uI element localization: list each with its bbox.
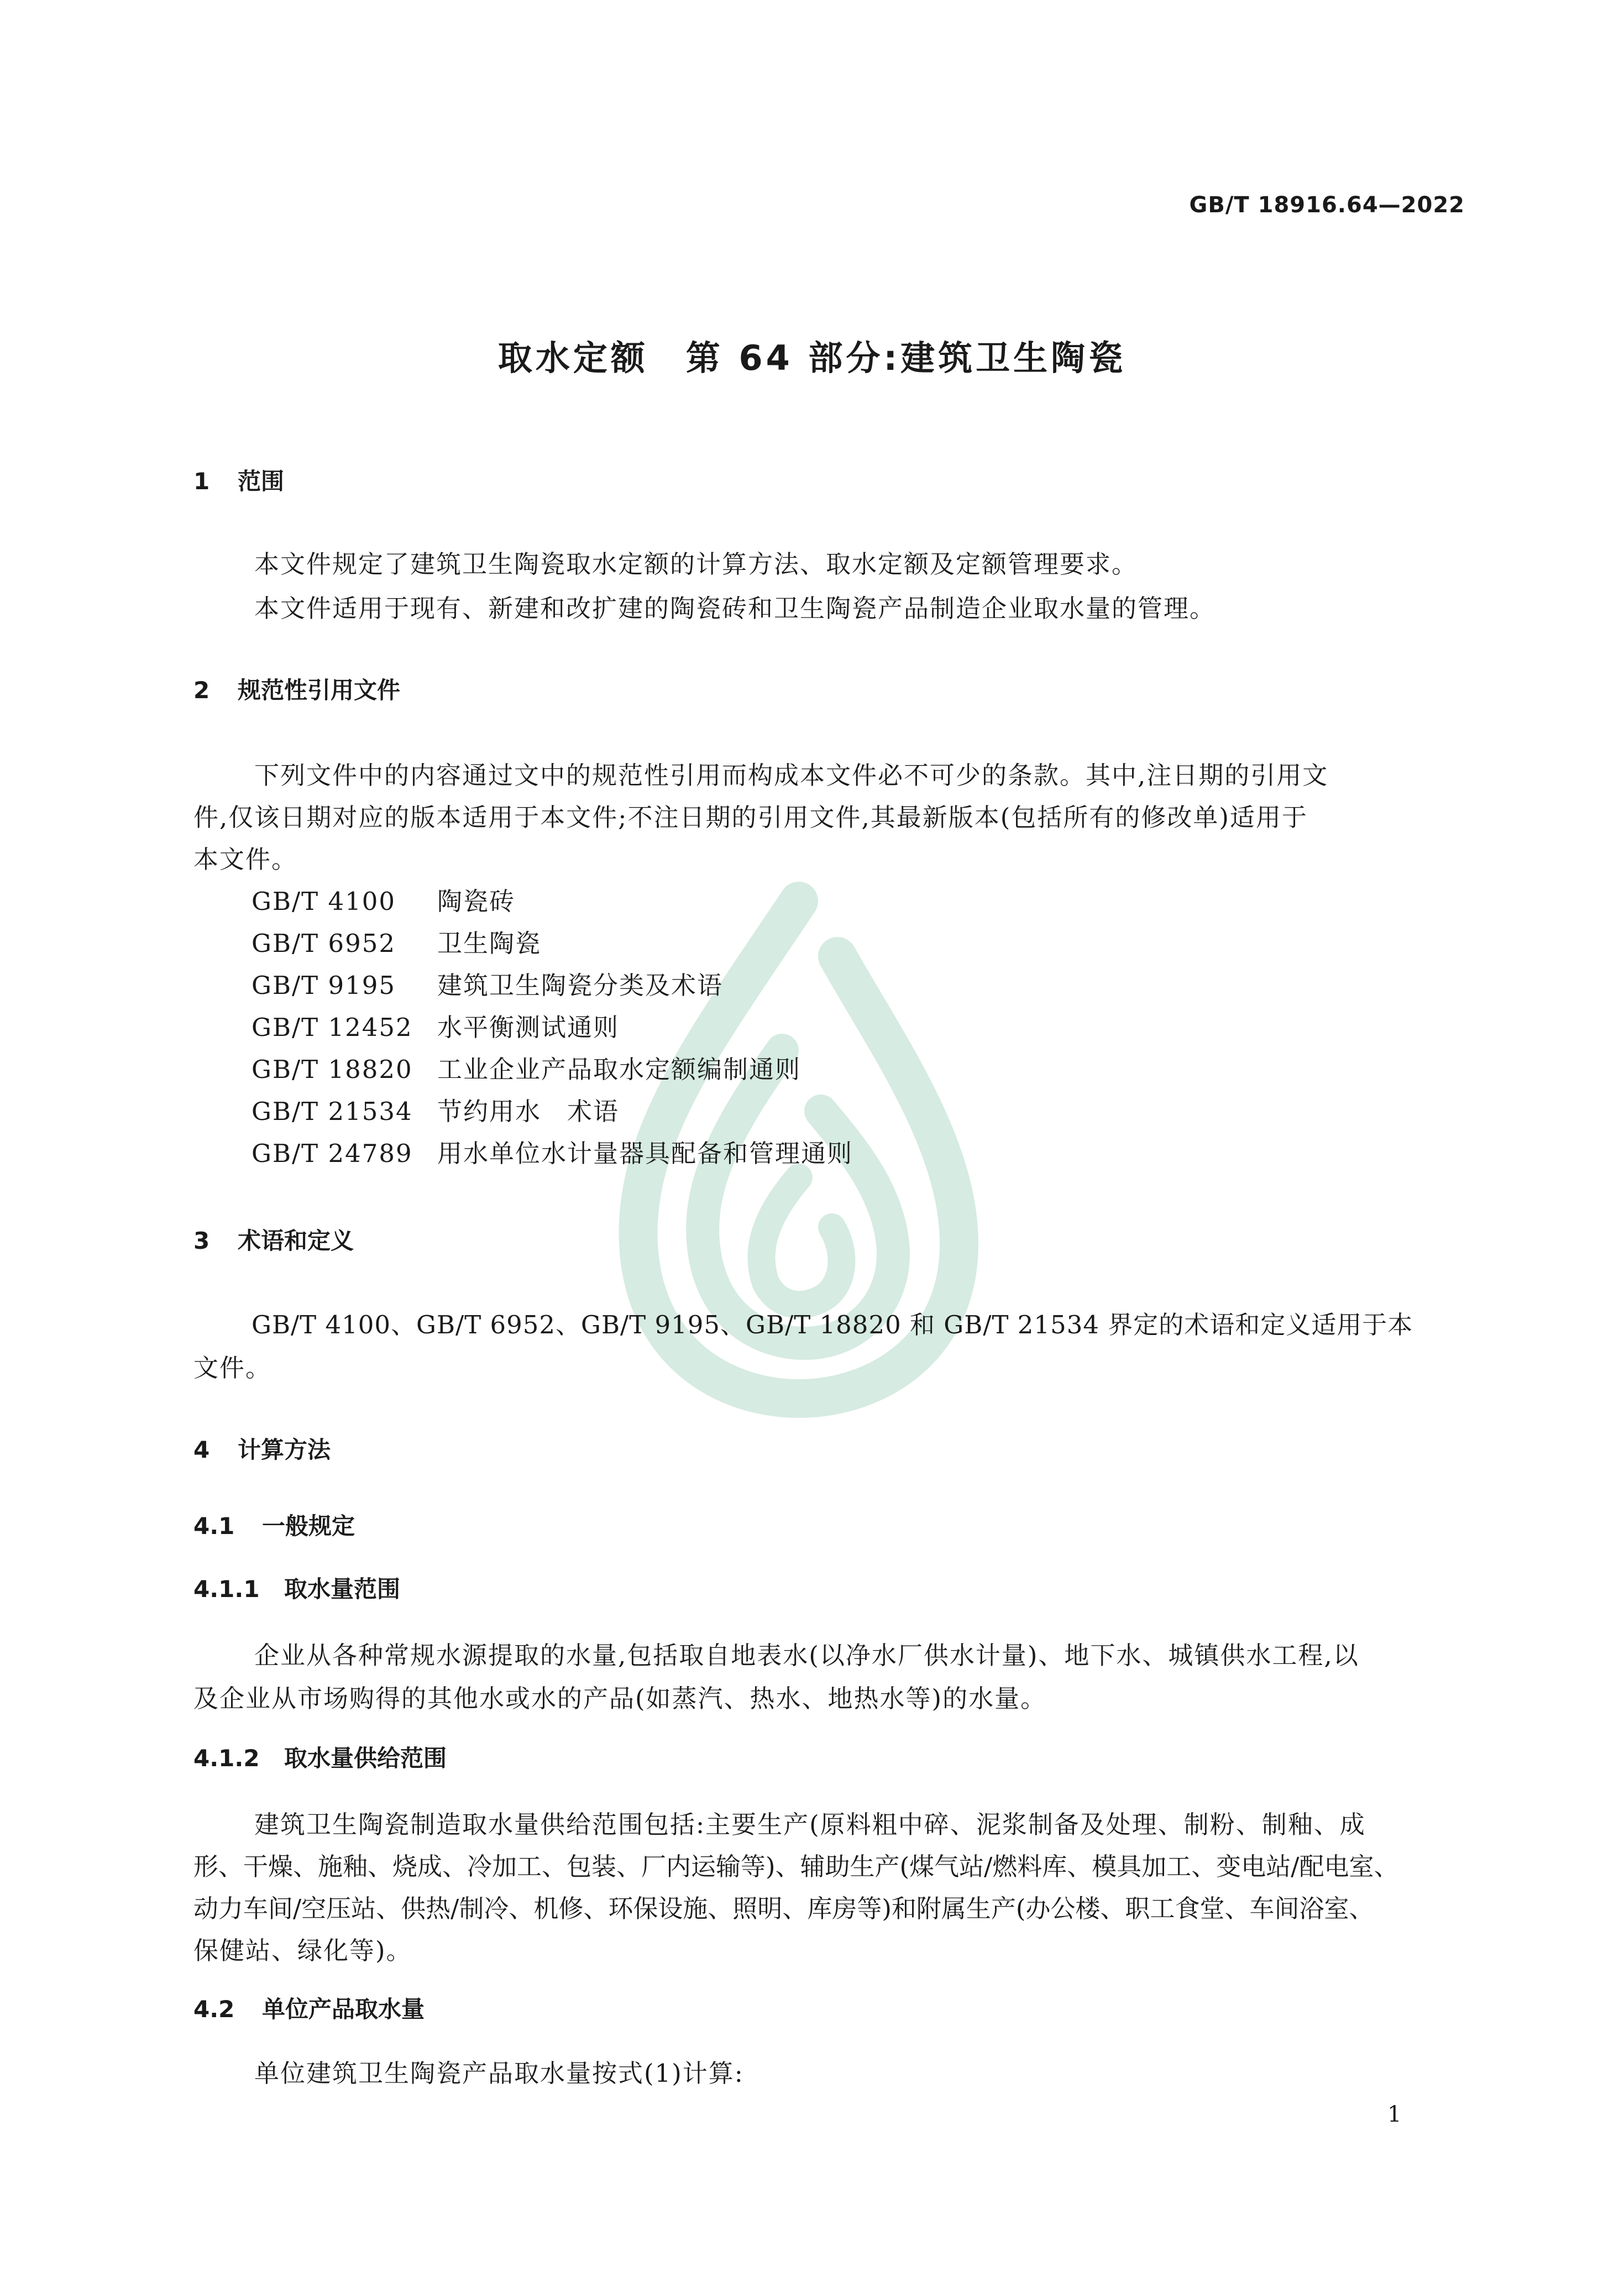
reference-name: 卫生陶瓷 — [437, 929, 542, 958]
section-2-heading — [193, 672, 400, 705]
standard-id: GB/T 18916.64—2022 — [1189, 192, 1465, 218]
subsection-number: 4.1 — [193, 1512, 235, 1540]
reference-name: 建筑卫生陶瓷分类及术语 — [437, 971, 724, 1000]
reference-name: 用水单位水计量器具配备和管理通则 — [437, 1139, 853, 1168]
subsection-title: 一般规定 — [262, 1512, 355, 1540]
subsection-4-1-2-heading — [193, 1740, 447, 1773]
section-number: 2 — [193, 677, 210, 704]
section-number: 1 — [193, 468, 210, 495]
reference-item — [252, 881, 515, 917]
reference-item — [252, 1133, 853, 1169]
paragraph-line: 形、干燥、施釉、烧成、冷加工、包装、厂内运输等)、辅助生产(煤气站/燃料库、模具加工、变电站/配电室、 — [193, 1852, 1399, 1881]
reference-item — [252, 965, 723, 1001]
paragraph-line: 下列文件中的内容通过文中的规范性引用而构成本文件必不可少的条款。其中,注日期的引用文 — [254, 761, 1329, 790]
reference-name: 陶瓷砖 — [437, 887, 516, 916]
paragraph-line: 及企业从市场购得的其他水或水的产品(如蒸汽、热水、地热水等)的水量。 — [193, 1684, 1047, 1713]
reference-item — [252, 1007, 619, 1043]
section-title: 规范性引用文件 — [238, 677, 401, 704]
reference-code: GB/T 6952 — [252, 929, 396, 958]
paragraph: 本文件规定了建筑卫生陶瓷取水定额的计算方法、取水定额及定额管理要求。 — [254, 549, 1138, 579]
reference-item — [252, 1049, 801, 1085]
subsection-4-2-heading — [193, 1991, 425, 2024]
paragraph-line: 文件。 — [193, 1353, 272, 1383]
subsection-title: 取水量供给范围 — [284, 1745, 447, 1772]
reference-name: 工业企业产品取水定额编制通则 — [437, 1055, 801, 1084]
paragraph-line: 企业从各种常规水源提取的水量,包括取自地表水(以净水厂供水计量)、地下水、城镇供水工程,以 — [254, 1641, 1359, 1670]
paragraph-line: 保健站、绿化等)。 — [193, 1936, 412, 1965]
subsection-4-1-heading — [193, 1508, 355, 1541]
document-title: 取水定额 第 64 部分:建筑卫生陶瓷 — [497, 338, 1127, 378]
paragraph-line: 件,仅该日期对应的版本适用于本文件;不注日期的引用文件,其最新版本(包括所有的修改单)适用于 — [193, 803, 1308, 832]
section-title: 术语和定义 — [238, 1227, 354, 1254]
reference-code: GB/T 12452 — [252, 1013, 413, 1042]
subsection-4-1-1-heading — [193, 1571, 400, 1604]
section-1-heading — [193, 463, 284, 496]
page-number: 1 — [1387, 2102, 1402, 2127]
subsection-title: 取水量范围 — [284, 1575, 401, 1603]
reference-code: GB/T 4100 — [252, 887, 396, 916]
section-3-heading — [193, 1223, 354, 1256]
reference-code: GB/T 21534 — [252, 1097, 413, 1126]
reference-name: 水平衡测试通则 — [437, 1013, 620, 1042]
reference-code: GB/T 24789 — [252, 1139, 413, 1168]
paragraph-line: 单位建筑卫生陶瓷产品取水量按式(1)计算: — [254, 2059, 744, 2088]
subsection-number: 4.1.1 — [193, 1575, 260, 1603]
section-title: 范围 — [238, 468, 285, 495]
section-number: 3 — [193, 1227, 210, 1254]
subsection-number: 4.2 — [193, 1996, 235, 2023]
paragraph: 本文件适用于现有、新建和改扩建的陶瓷砖和卫生陶瓷产品制造企业取水量的管理。 — [254, 594, 1216, 623]
reference-name: 节约用水 术语 — [437, 1097, 620, 1126]
paragraph-line: 本文件。 — [193, 845, 298, 874]
section-4-heading — [193, 1432, 331, 1465]
reference-item — [252, 923, 541, 959]
paragraph-line: 建筑卫生陶瓷制造取水量供给范围包括:主要生产(原料粗中碎、泥浆制备及处理、制粉、制釉、成 — [254, 1810, 1366, 1839]
paragraph-line: 动力车间/空压站、供热/制冷、机修、环保设施、照明、库房等)和附属生产(办公楼、职工食堂、车间浴室、 — [193, 1894, 1374, 1923]
reference-item — [252, 1091, 619, 1127]
paragraph-line: GB/T 4100、GB/T 6952、GB/T 9195、GB/T 18820 和 GB/T 21534 界定的术语和定义适用于本 — [252, 1310, 1413, 1339]
section-title: 计算方法 — [238, 1436, 331, 1463]
reference-code: GB/T 18820 — [252, 1055, 413, 1084]
subsection-title: 单位产品取水量 — [262, 1996, 425, 2023]
section-number: 4 — [193, 1436, 210, 1463]
reference-code: GB/T 9195 — [252, 971, 396, 1000]
subsection-number: 4.1.2 — [193, 1745, 260, 1772]
